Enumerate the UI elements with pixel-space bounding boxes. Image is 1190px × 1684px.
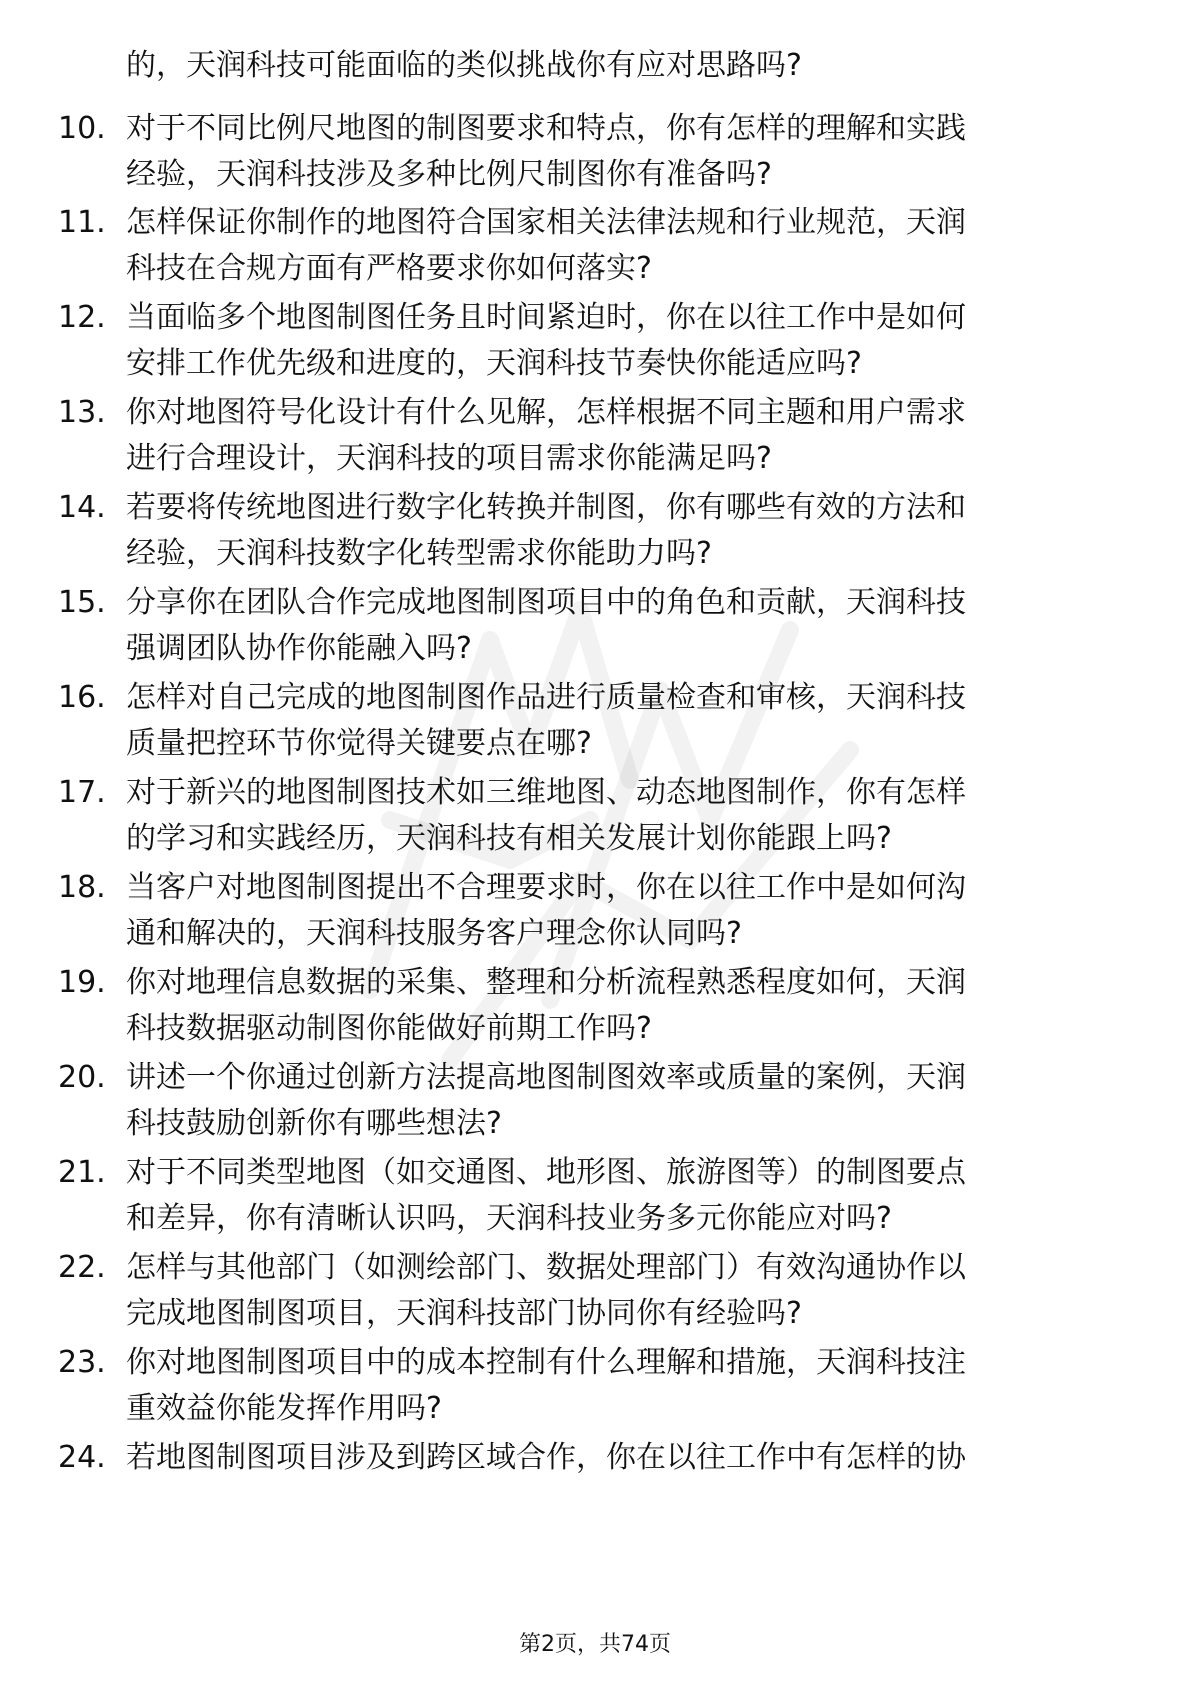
question-text-line: 若地图制图项目涉及到跨区域合作，你在以往工作中有怎样的协 xyxy=(126,1440,966,1475)
question-number: 18. xyxy=(58,870,106,905)
question-item xyxy=(0,960,1190,1052)
question-number: 21. xyxy=(58,1155,106,1190)
question-text-line: 科技数据驱动制图你能做好前期工作吗? xyxy=(126,1011,652,1046)
question-item xyxy=(0,200,1190,292)
question-text-line: 若要将传统地图进行数字化转换并制图，你有哪些有效的方法和 xyxy=(126,490,966,525)
question-number: 11. xyxy=(58,205,106,240)
question-item xyxy=(0,1245,1190,1337)
question-text-line: 对于不同类型地图（如交通图、地形图、旅游图等）的制图要点 xyxy=(126,1155,966,1190)
question-number: 10. xyxy=(58,111,106,146)
continued-question-text: 的，天润科技可能面临的类似挑战你有应对思路吗? xyxy=(126,48,802,83)
question-item xyxy=(0,675,1190,767)
question-text-line: 怎样保证你制作的地图符合国家相关法律法规和行业规范，天润 xyxy=(126,205,966,240)
question-item xyxy=(0,485,1190,577)
question-text-line: 科技鼓励创新你有哪些想法? xyxy=(126,1106,502,1141)
question-text-line: 对于新兴的地图制图技术如三维地图、动态地图制作，你有怎样 xyxy=(126,775,966,810)
question-item xyxy=(0,1435,1190,1527)
question-number: 16. xyxy=(58,680,106,715)
question-item xyxy=(0,106,1190,198)
question-text-line: 质量把控环节你觉得关键要点在哪? xyxy=(126,726,592,761)
question-number: 23. xyxy=(58,1345,106,1380)
question-text-line: 和差异，你有清晰认识吗，天润科技业务多元你能应对吗? xyxy=(126,1201,892,1236)
question-text-line: 怎样与其他部门（如测绘部门、数据处理部门）有效沟通协作以 xyxy=(126,1250,966,1285)
question-item xyxy=(0,580,1190,672)
question-text-line: 安排工作优先级和进度的，天润科技节奏快你能适应吗? xyxy=(126,346,862,381)
page-footer: 第2页，共74页 xyxy=(519,1632,671,1657)
question-number: 19. xyxy=(58,965,106,1000)
question-number: 14. xyxy=(58,490,106,525)
question-item xyxy=(0,1055,1190,1147)
question-item xyxy=(0,390,1190,482)
question-text-line: 分享你在团队合作完成地图制图项目中的角色和贡献，天润科技 xyxy=(126,585,966,620)
question-item xyxy=(0,1150,1190,1242)
question-number: 24. xyxy=(58,1440,106,1475)
question-text-line: 当面临多个地图制图任务且时间紧迫时，你在以往工作中是如何 xyxy=(126,300,966,335)
question-text-line: 完成地图制图项目，天润科技部门协同你有经验吗? xyxy=(126,1296,802,1331)
question-text-line: 对于不同比例尺地图的制图要求和特点，你有怎样的理解和实践 xyxy=(126,111,966,146)
question-item xyxy=(0,865,1190,957)
question-text-line: 通和解决的，天润科技服务客户理念你认同吗? xyxy=(126,916,742,951)
question-text-line: 强调团队协作你能融入吗? xyxy=(126,631,472,666)
question-number: 20. xyxy=(58,1060,106,1095)
question-text-line: 你对地图制图项目中的成本控制有什么理解和措施，天润科技注 xyxy=(126,1345,966,1380)
question-text-line: 经验，天润科技数字化转型需求你能助力吗? xyxy=(126,536,712,571)
question-text-line: 的学习和实践经历，天润科技有相关发展计划你能跟上吗? xyxy=(126,821,892,856)
question-text-line: 经验，天润科技涉及多种比例尺制图你有准备吗? xyxy=(126,157,772,192)
question-number: 17. xyxy=(58,775,106,810)
question-item xyxy=(0,770,1190,862)
question-number: 12. xyxy=(58,300,106,335)
question-text-line: 进行合理设计，天润科技的项目需求你能满足吗? xyxy=(126,441,772,476)
question-number: 13. xyxy=(58,395,106,430)
question-text-line: 重效益你能发挥作用吗? xyxy=(126,1391,442,1426)
question-item xyxy=(0,295,1190,387)
question-text-line: 你对地图符号化设计有什么见解，怎样根据不同主题和用户需求 xyxy=(126,395,966,430)
question-text-line: 当客户对地图制图提出不合理要求时，你在以往工作中是如何沟 xyxy=(126,870,966,905)
question-number: 22. xyxy=(58,1250,106,1285)
question-item xyxy=(0,1340,1190,1432)
question-text-line: 你对地理信息数据的采集、整理和分析流程熟悉程度如何，天润 xyxy=(126,965,966,1000)
question-number: 15. xyxy=(58,585,106,620)
question-text-line: 科技在合规方面有严格要求你如何落实? xyxy=(126,251,652,286)
question-text-line: 怎样对自己完成的地图制图作品进行质量检查和审核，天润科技 xyxy=(126,680,966,715)
question-text-line: 讲述一个你通过创新方法提高地图制图效率或质量的案例，天润 xyxy=(126,1060,966,1095)
